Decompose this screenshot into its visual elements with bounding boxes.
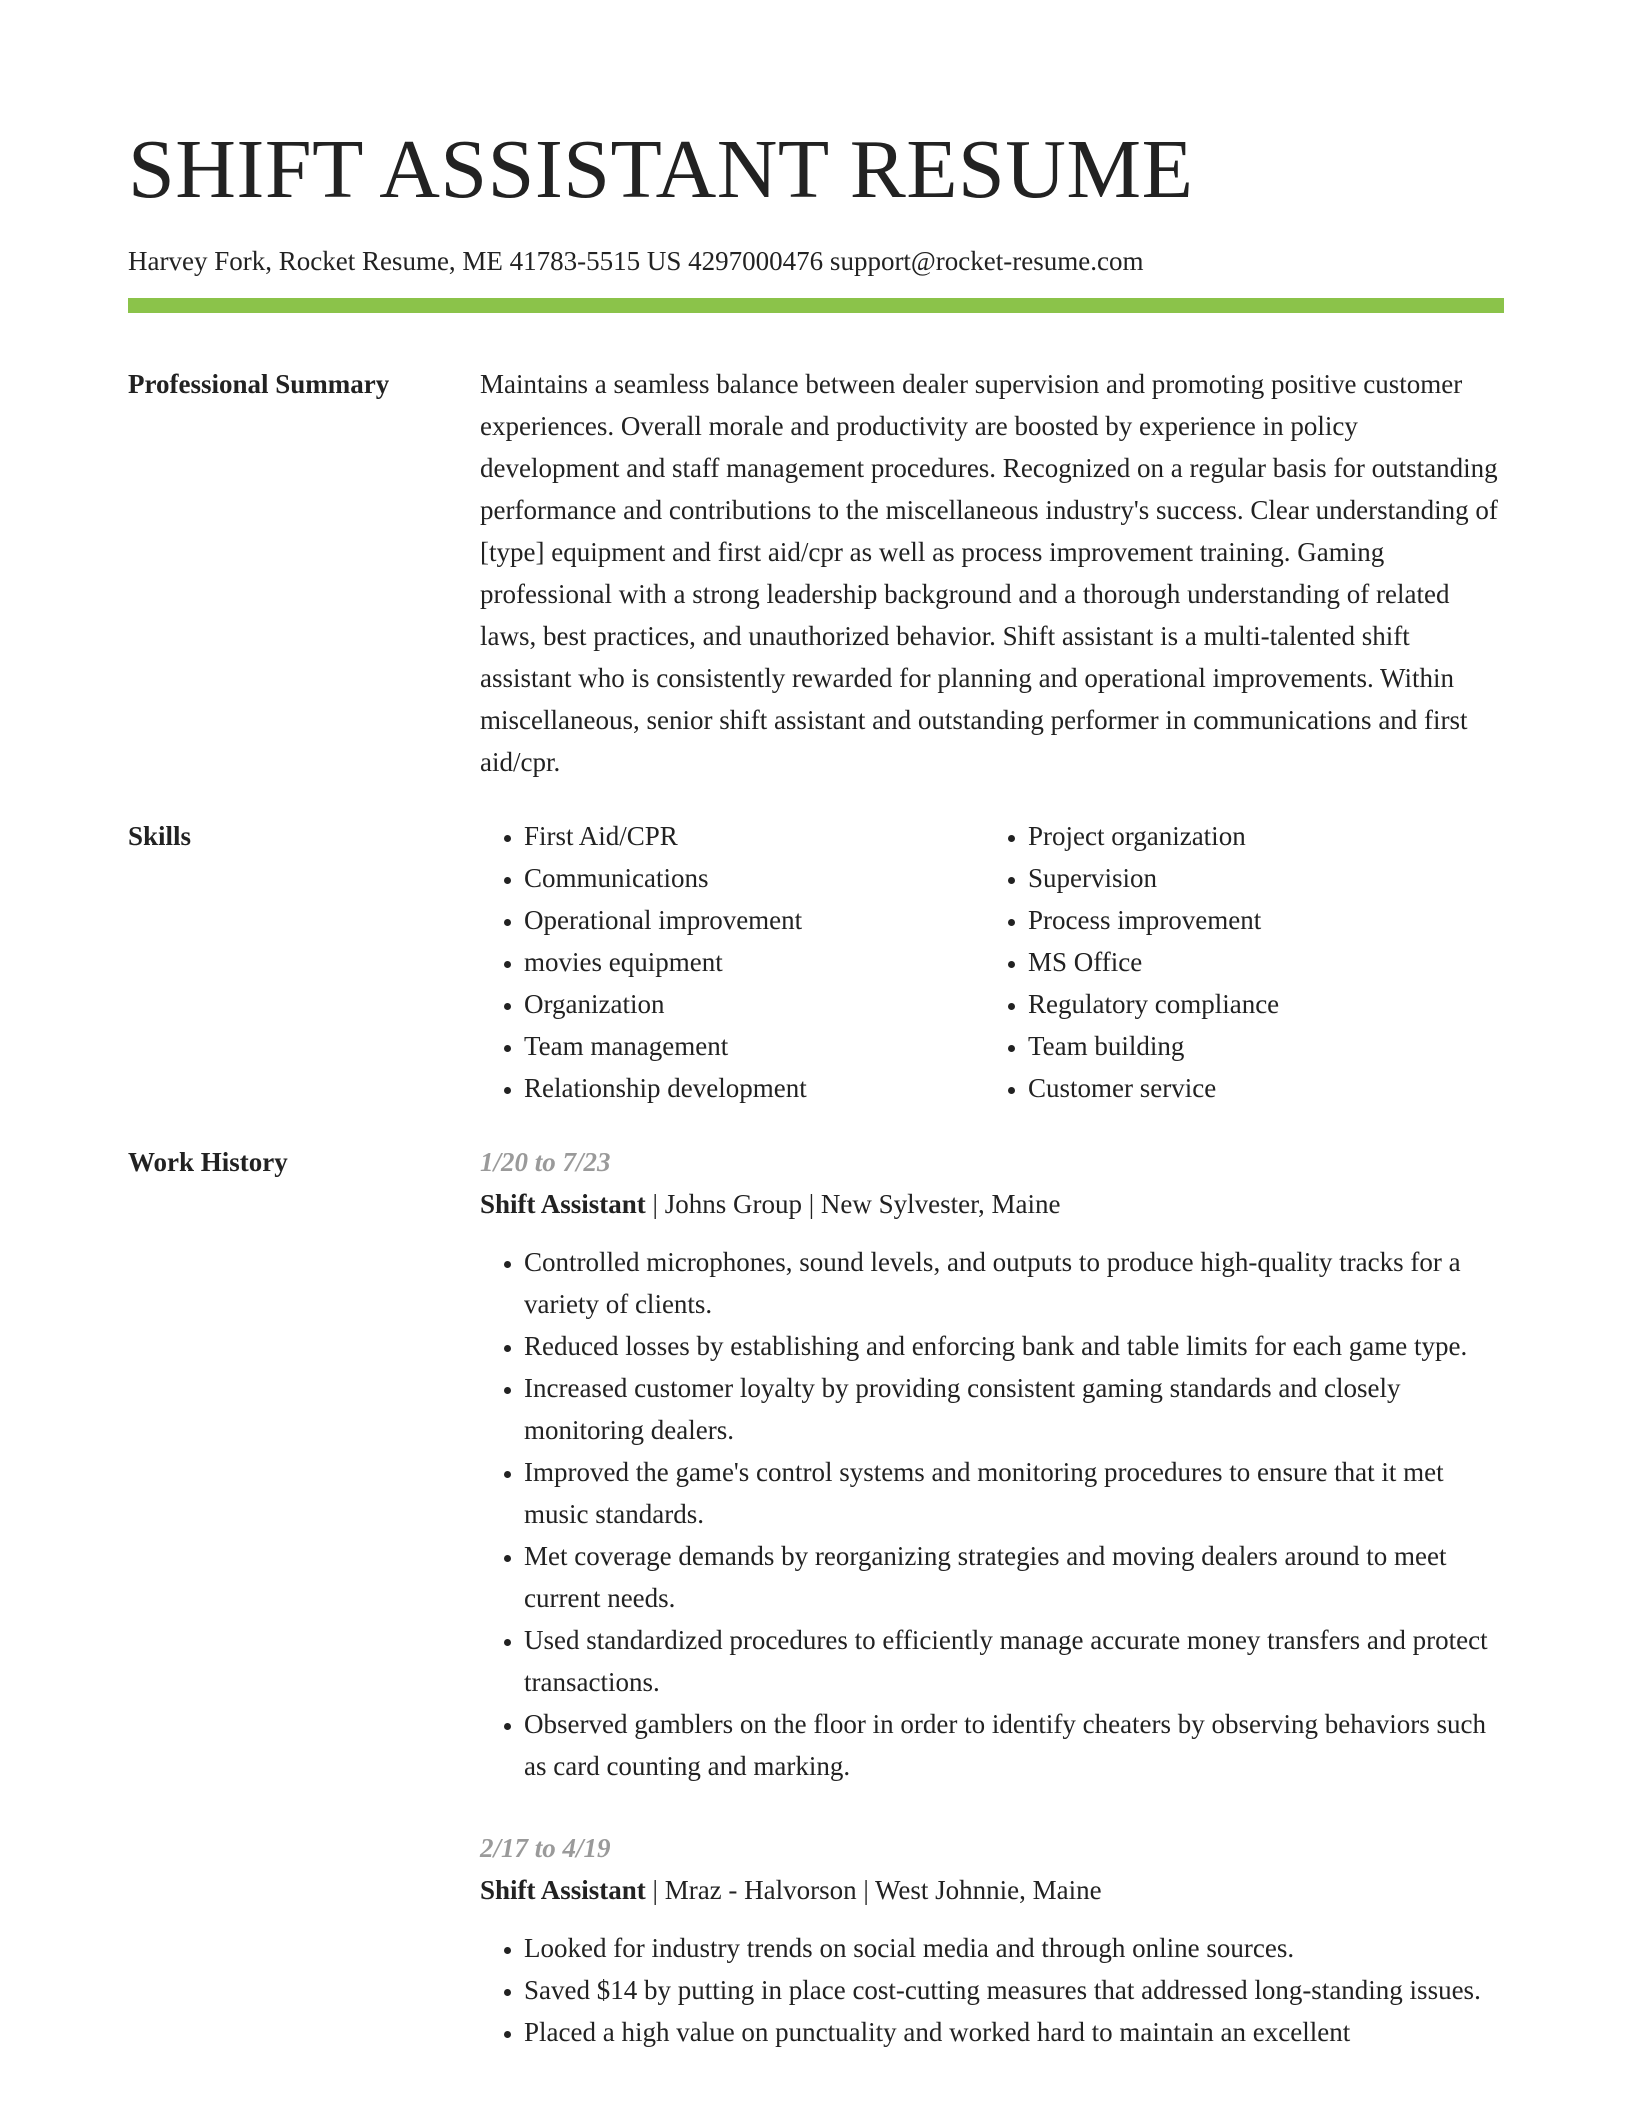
job-title: Shift Assistant: [480, 1189, 646, 1219]
skill-item: • Operational improvement: [524, 899, 984, 941]
skills-section: [128, 815, 1504, 1109]
job-bullet: • Saved $14 by putting in place cost-cutting measures that addressed long-standing issues.: [524, 1969, 1504, 2011]
job-bullet: • Used standardized procedures to efficiently manage accurate money transfers and protect transactions.: [524, 1619, 1504, 1703]
job-details: | Mraz - Halvorson | West Johnnie, Maine: [645, 1875, 1102, 1905]
section-label-skills: Skills: [128, 821, 192, 851]
job-bullet-list: [480, 1241, 1504, 1787]
skill-item: • Team building: [1028, 1025, 1488, 1067]
resume-title: SHIFT ASSISTANT RESUME: [128, 123, 1194, 216]
skills-list-right: [984, 815, 1488, 1109]
section-label-work: Work History: [128, 1147, 288, 1177]
skill-item: • Organization: [524, 983, 984, 1025]
job-bullet: • Met coverage demands by reorganizing strategies and moving dealers around to meet current needs.: [524, 1535, 1504, 1619]
job-title: Shift Assistant: [480, 1875, 646, 1905]
job-entry: [480, 1827, 1504, 2053]
skill-item: • Customer service: [1028, 1067, 1488, 1109]
skill-item: • Regulatory compliance: [1028, 983, 1488, 1025]
job-bullet-list: [480, 1927, 1504, 2053]
job-entry: [480, 1141, 1504, 1787]
job-dates: 2/17 to 4/19: [480, 1833, 611, 1863]
skills-list-left: [480, 815, 984, 1109]
job-details: | Johns Group | New Sylvester, Maine: [645, 1189, 1061, 1219]
skill-item: • First Aid/CPR: [524, 815, 984, 857]
accent-divider: [128, 298, 1504, 313]
job-bullet: • Controlled microphones, sound levels, and outputs to produce high-quality tracks for a variety of clients.: [524, 1241, 1504, 1325]
job-heading: [480, 1869, 1504, 1911]
skill-item: • Project organization: [1028, 815, 1488, 857]
job-bullet: • Looked for industry trends on social media and through online sources.: [524, 1927, 1504, 1969]
job-heading: [480, 1183, 1504, 1225]
skill-item: • Communications: [524, 857, 984, 899]
job-bullet: • Placed a high value on punctuality and worked hard to maintain an excellent: [524, 2011, 1504, 2053]
skill-item: • Process improvement: [1028, 899, 1488, 941]
work-history-body: [480, 1141, 1504, 2053]
professional-summary-section: [128, 363, 1504, 783]
job-bullet: • Improved the game's control systems and monitoring procedures to ensure that it met music standards.: [524, 1451, 1504, 1535]
job-dates: 1/20 to 7/23: [480, 1147, 611, 1177]
job-bullet: • Reduced losses by establishing and enforcing bank and table limits for each game type.: [524, 1325, 1504, 1367]
skill-item: • MS Office: [1028, 941, 1488, 983]
skill-item: • movies equipment: [524, 941, 984, 983]
skill-item: • Relationship development: [524, 1067, 984, 1109]
job-bullet: • Increased customer loyalty by providing consistent gaming standards and closely monitoring dealers.: [524, 1367, 1504, 1451]
skill-item: • Supervision: [1028, 857, 1488, 899]
resume-page: [128, 0, 1504, 2053]
work-history-section: [128, 1141, 1504, 2053]
section-label-summary: Professional Summary: [128, 369, 390, 399]
section-body-summary: [480, 363, 1504, 783]
skill-item: • Team management: [524, 1025, 984, 1067]
summary-text: Maintains a seamless balance between dealer supervision and promoting positive customer experiences. Overall morale and productivity are boosted by experience in policy development and staff management procedures. Recognized on a regular basis for outstanding performance and contributions to the miscellaneous industry's success. Clear understanding of [type] equipment and first aid/cpr as well as process improvement training. Gaming professional with a strong leadership background and a thorough understanding of related laws, best practices, and unauthorized behavior. Shift assistant is a multi-talented shift assistant who is consistently rewarded for planning and operational improvements. Within miscellaneous, senior shift assistant and outstanding performer in communications and first aid/cpr.: [480, 369, 1498, 777]
job-bullet: • Observed gamblers on the floor in order to identify cheaters by observing behaviors such as card counting and marking.: [524, 1703, 1504, 1787]
contact-line: Harvey Fork, Rocket Resume, ME 41783-5515 US 4297000476 support@rocket-resume.com: [128, 246, 1144, 276]
skills-columns: [480, 815, 1504, 1109]
